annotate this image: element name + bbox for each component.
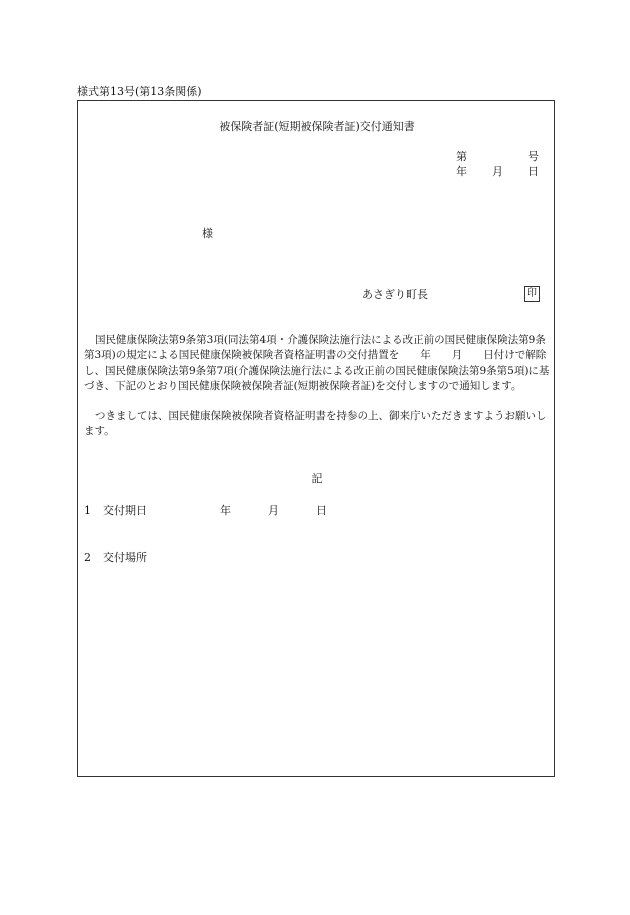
form-label: 様式第13号(第13条関係) — [77, 85, 202, 98]
item-day-label: 日 — [316, 504, 327, 517]
addressee-suffix: 様 — [202, 227, 213, 240]
item-number: 1 — [84, 504, 91, 517]
document-title: 被保険者証(短期被保険者証)交付通知書 — [219, 120, 415, 133]
item-label-delivery-date: 交付期日 — [103, 504, 147, 517]
date-year-label: 年 — [456, 165, 467, 178]
item-number: 2 — [84, 551, 91, 564]
date-day-label: 日 — [528, 165, 539, 178]
number-prefix: 第 — [456, 150, 467, 163]
body-paragraph-1: 国民健康保険法第9条第3項(同法第4項・介護保険法施行法による改正前の国民健康保険法第9条第3項)の規定による国民健康保険被保険者資格証明書の交付措置を 年 月 日付けで解除し、国民健康保険法第9条第7項(介護保険法施行法による改正前の国民健康保険法第9条第5項)に基づき、下記のとおり国民健康保険被保険者証(短期被保険者証)を交付しますので通知します。 — [84, 334, 550, 392]
item-label-delivery-place: 交付場所 — [103, 551, 147, 564]
date-month-label: 月 — [492, 165, 503, 178]
seal-mark: 印 — [524, 286, 540, 302]
item-year-label: 年 — [220, 504, 231, 517]
number-suffix: 号 — [528, 150, 539, 163]
body-paragraph-2: つきましては、国民健康保険被保険者資格証明書を持参の上、御来庁いただきますようお願いします。 — [84, 410, 547, 438]
item-month-label: 月 — [268, 504, 279, 517]
ki-heading: 記 — [311, 472, 323, 485]
notice-form — [77, 100, 555, 777]
issuer-name: あさぎり町長 — [362, 288, 428, 301]
